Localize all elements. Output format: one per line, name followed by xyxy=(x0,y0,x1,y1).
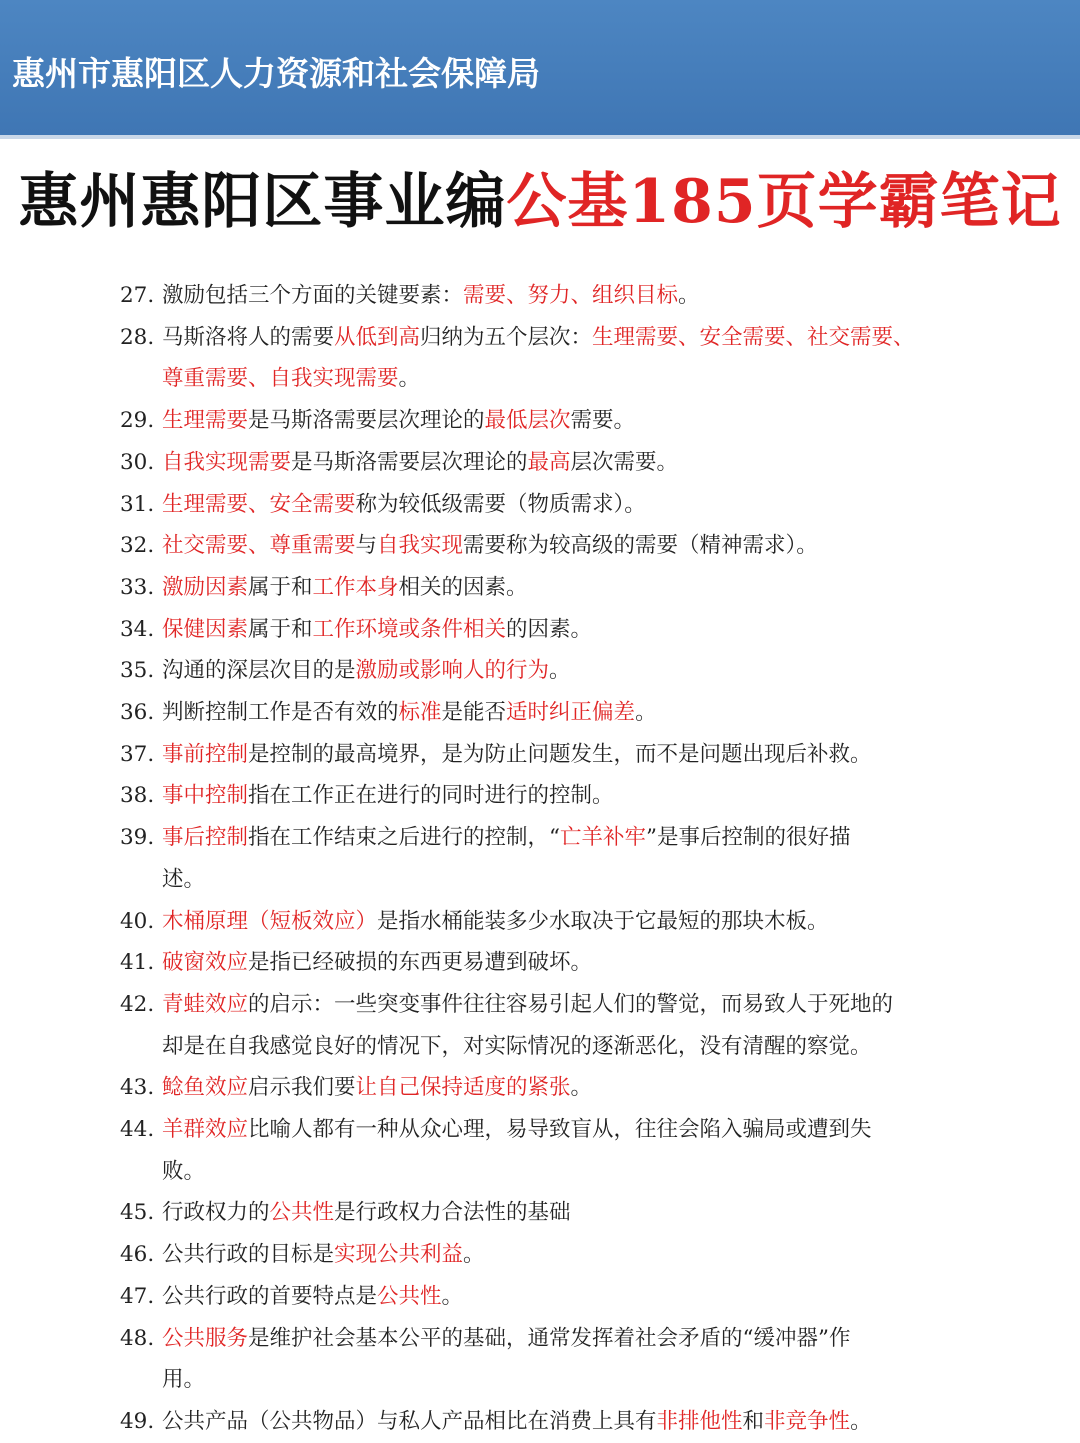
plain-text: 属于和 xyxy=(248,616,313,642)
highlight-text: 事后控制 xyxy=(162,825,249,851)
plain-text: 败。 xyxy=(162,1158,206,1184)
note-text xyxy=(162,1318,851,1360)
highlight-text: 激励或影响人的行为 xyxy=(355,658,550,684)
note-text xyxy=(162,1276,463,1318)
plain-text: 指在工作正在进行的同时进行的控制。 xyxy=(248,783,614,809)
note-item xyxy=(120,1401,970,1443)
highlight-text: 社交需要、尊重需要 xyxy=(162,533,356,559)
note-number: 31. xyxy=(120,491,155,517)
note-number: 41. xyxy=(120,950,155,976)
highlight-text: 工作本身 xyxy=(312,574,399,600)
note-number: 46. xyxy=(120,1242,155,1268)
notes-list xyxy=(120,275,970,1443)
note-number: 32. xyxy=(120,533,155,559)
highlight-text: 尊重需要、自我实现需要 xyxy=(162,366,399,392)
note-text xyxy=(162,650,571,692)
highlight-text: 非排他性 xyxy=(656,1408,743,1434)
plain-text: 是控制的最高境界，是为防止问题发生，而不是问题出现后补救。 xyxy=(248,741,872,767)
highlight-text: 最低层次 xyxy=(484,408,571,434)
note-text xyxy=(162,400,635,442)
note-item xyxy=(120,567,970,609)
plain-text: 是行政权力合法性的基础 xyxy=(334,1200,571,1226)
note-number: 38. xyxy=(120,783,155,809)
note-text xyxy=(162,1067,592,1109)
note-text xyxy=(162,734,872,776)
note-number: 40. xyxy=(120,908,155,934)
plain-text: 判断控制工作是否有效的 xyxy=(162,700,399,726)
highlight-text: 最高 xyxy=(527,449,571,475)
plain-text: 需要称为较高级的需要（精神需求）。 xyxy=(463,533,818,559)
note-item xyxy=(120,275,970,317)
note-text xyxy=(162,1151,205,1193)
plain-text: 需要。 xyxy=(570,408,636,434)
note-text xyxy=(162,317,915,359)
plain-text: 公共行政的目标是 xyxy=(162,1242,335,1268)
note-number: 43. xyxy=(120,1075,155,1101)
note-item xyxy=(120,317,970,359)
plain-text: 述。 xyxy=(162,866,206,892)
plain-text: 层次需要。 xyxy=(570,449,679,475)
plain-text: 的启示：一些突变事件往往容易引起人们的警觉，而易致人于死地的 xyxy=(248,991,894,1017)
note-text xyxy=(162,484,646,526)
highlight-text: 青蛙效应 xyxy=(162,991,249,1017)
highlight-text: 激励因素 xyxy=(162,574,249,600)
plain-text: 启示我们要 xyxy=(248,1075,356,1101)
note-item-continuation xyxy=(120,859,970,901)
organization-name: 惠州市惠阳区人力资源和社会保障局 xyxy=(12,54,540,93)
highlight-text: 工作环境或条件相关 xyxy=(312,616,507,642)
plain-text: 。 xyxy=(441,1283,464,1309)
note-number: 34. xyxy=(120,616,155,642)
plain-text: 激励包括三个方面的关键要素： xyxy=(162,283,464,308)
note-item-continuation xyxy=(120,358,970,400)
highlight-text: 让自己保持适度的紧张 xyxy=(355,1075,571,1101)
plain-text: 公共行政的首要特点是 xyxy=(162,1283,378,1309)
title-red-part: 公基185页学霸笔记 xyxy=(506,167,1062,237)
plain-text: 是指水桶能装多少水取决于它最短的那块木板。 xyxy=(377,908,829,934)
highlight-text: 亡羊补牢 xyxy=(560,825,647,851)
plain-text: 的因素。 xyxy=(506,616,593,642)
plain-text: 相关的因素。 xyxy=(398,574,528,600)
plain-text: 是能否 xyxy=(441,700,507,726)
note-text xyxy=(162,859,205,901)
note-text xyxy=(162,1401,872,1443)
plain-text: 是指已经破损的东西更易遭到破坏。 xyxy=(248,950,593,976)
note-number: 37. xyxy=(120,741,155,767)
highlight-text: 事中控制 xyxy=(162,783,249,809)
highlight-text: 破窗效应 xyxy=(162,950,249,976)
note-text xyxy=(162,275,700,317)
plain-text: 。 xyxy=(570,1075,593,1101)
note-text xyxy=(162,1192,571,1234)
note-number: 33. xyxy=(120,574,155,600)
highlight-text: 生理需要、安全需要、社交需要、 xyxy=(592,324,915,350)
highlight-text: 生理需要 xyxy=(162,408,249,434)
note-item xyxy=(120,650,970,692)
note-item xyxy=(120,1192,970,1234)
plain-text: 归纳为五个层次： xyxy=(420,324,593,350)
plain-text: 却是在自我感觉良好的情况下，对实际情况的逐渐恶化，没有清醒的察觉。 xyxy=(162,1033,872,1059)
plain-text: 。 xyxy=(850,1408,872,1434)
note-number: 47. xyxy=(120,1283,155,1309)
highlight-text: 需要、努力、组织目标 xyxy=(463,283,679,308)
note-item xyxy=(120,692,970,734)
note-number: 29. xyxy=(120,408,155,434)
note-number: 35. xyxy=(120,658,155,684)
note-item xyxy=(120,1109,970,1151)
plain-text: 。 xyxy=(549,658,571,684)
highlight-text: 公共性 xyxy=(377,1283,442,1309)
note-item xyxy=(120,1318,970,1360)
highlight-text: 木桶原理（短板效应） xyxy=(162,908,378,934)
plain-text: 。 xyxy=(398,366,421,392)
note-item xyxy=(120,775,970,817)
note-number: 48. xyxy=(120,1325,155,1351)
highlight-text: 生理需要、安全需要 xyxy=(162,491,356,517)
highlight-text: 保健因素 xyxy=(162,616,249,642)
plain-text: 属于和 xyxy=(248,574,313,600)
note-item xyxy=(120,817,970,859)
note-item-continuation xyxy=(120,1026,970,1068)
note-text xyxy=(162,358,420,400)
note-text xyxy=(162,609,592,651)
note-text xyxy=(162,1026,872,1068)
highlight-text: 事前控制 xyxy=(162,741,249,767)
note-item xyxy=(120,734,970,776)
note-item xyxy=(120,1276,970,1318)
plain-text: 。 xyxy=(635,700,657,726)
note-item-continuation xyxy=(120,1151,970,1193)
plain-text: 称为较低级需要（物质需求）。 xyxy=(355,491,646,517)
highlight-text: 公共服务 xyxy=(162,1325,249,1351)
note-item xyxy=(120,1067,970,1109)
plain-text: 马斯洛将人的需要 xyxy=(162,324,335,350)
note-text xyxy=(162,442,678,484)
header-banner xyxy=(0,0,1080,139)
note-item xyxy=(120,484,970,526)
note-item xyxy=(120,400,970,442)
note-number: 36. xyxy=(120,700,155,726)
highlight-text: 适时纠正偏差 xyxy=(506,700,636,726)
highlight-text: 公共性 xyxy=(269,1200,335,1226)
note-item xyxy=(120,525,970,567)
plain-text: 指在工作结束之后进行的控制，“ xyxy=(248,825,561,851)
plain-text: 。 xyxy=(678,283,700,308)
note-number: 45. xyxy=(120,1200,155,1226)
note-text xyxy=(162,775,614,817)
plain-text: 是维护社会基本公平的基础，通常发挥着社会矛盾的“缓冲器”作 xyxy=(248,1325,851,1351)
note-text xyxy=(162,692,657,734)
note-text xyxy=(162,567,528,609)
page-title xyxy=(0,160,1080,244)
plain-text: 是马斯洛需要层次理论的 xyxy=(248,408,485,434)
note-item xyxy=(120,984,970,1026)
note-number: 30. xyxy=(120,449,155,475)
plain-text: 与 xyxy=(355,533,378,559)
note-number: 39. xyxy=(120,825,155,851)
note-text xyxy=(162,525,818,567)
highlight-text: 从低到高 xyxy=(334,324,421,350)
plain-text: 行政权力的 xyxy=(162,1200,270,1226)
note-text xyxy=(162,1359,205,1401)
note-item xyxy=(120,442,970,484)
highlight-text: 自我实现需要 xyxy=(162,449,292,475)
plain-text: 用。 xyxy=(162,1367,206,1393)
note-text xyxy=(162,817,851,859)
note-text xyxy=(162,1234,485,1276)
note-item xyxy=(120,901,970,943)
title-black-part: 惠州惠阳区事业编 xyxy=(18,167,507,237)
plain-text: ”是事后控制的很好描 xyxy=(646,825,851,851)
plain-text: 沟通的深层次目的是 xyxy=(162,658,356,684)
plain-text: 是马斯洛需要层次理论的 xyxy=(291,449,528,475)
note-text xyxy=(162,1109,872,1151)
highlight-text: 鲶鱼效应 xyxy=(162,1075,249,1101)
note-text xyxy=(162,984,893,1026)
note-number: 28. xyxy=(120,324,155,350)
note-number: 42. xyxy=(120,991,155,1017)
highlight-text: 非竞争性 xyxy=(764,1408,851,1434)
note-number: 44. xyxy=(120,1117,155,1143)
highlight-text: 羊群效应 xyxy=(162,1117,249,1143)
plain-text: 公共产品（公共物品）与私人产品相比在消费上具有 xyxy=(162,1408,657,1434)
note-text xyxy=(162,901,829,943)
highlight-text: 标准 xyxy=(398,700,442,726)
highlight-text: 实现公共利益 xyxy=(334,1242,464,1268)
note-item xyxy=(120,942,970,984)
note-item xyxy=(120,609,970,651)
note-text xyxy=(162,942,592,984)
note-number: 49. xyxy=(120,1408,155,1434)
plain-text: 。 xyxy=(463,1242,485,1268)
highlight-text: 自我实现 xyxy=(377,533,464,559)
note-item-continuation xyxy=(120,1359,970,1401)
note-number: 27. xyxy=(120,283,155,308)
plain-text: 和 xyxy=(742,1408,765,1434)
note-item xyxy=(120,1234,970,1276)
plain-text: 比喻人都有一种从众心理，易导致盲从，往往会陷入骗局或遭到失 xyxy=(248,1117,872,1143)
